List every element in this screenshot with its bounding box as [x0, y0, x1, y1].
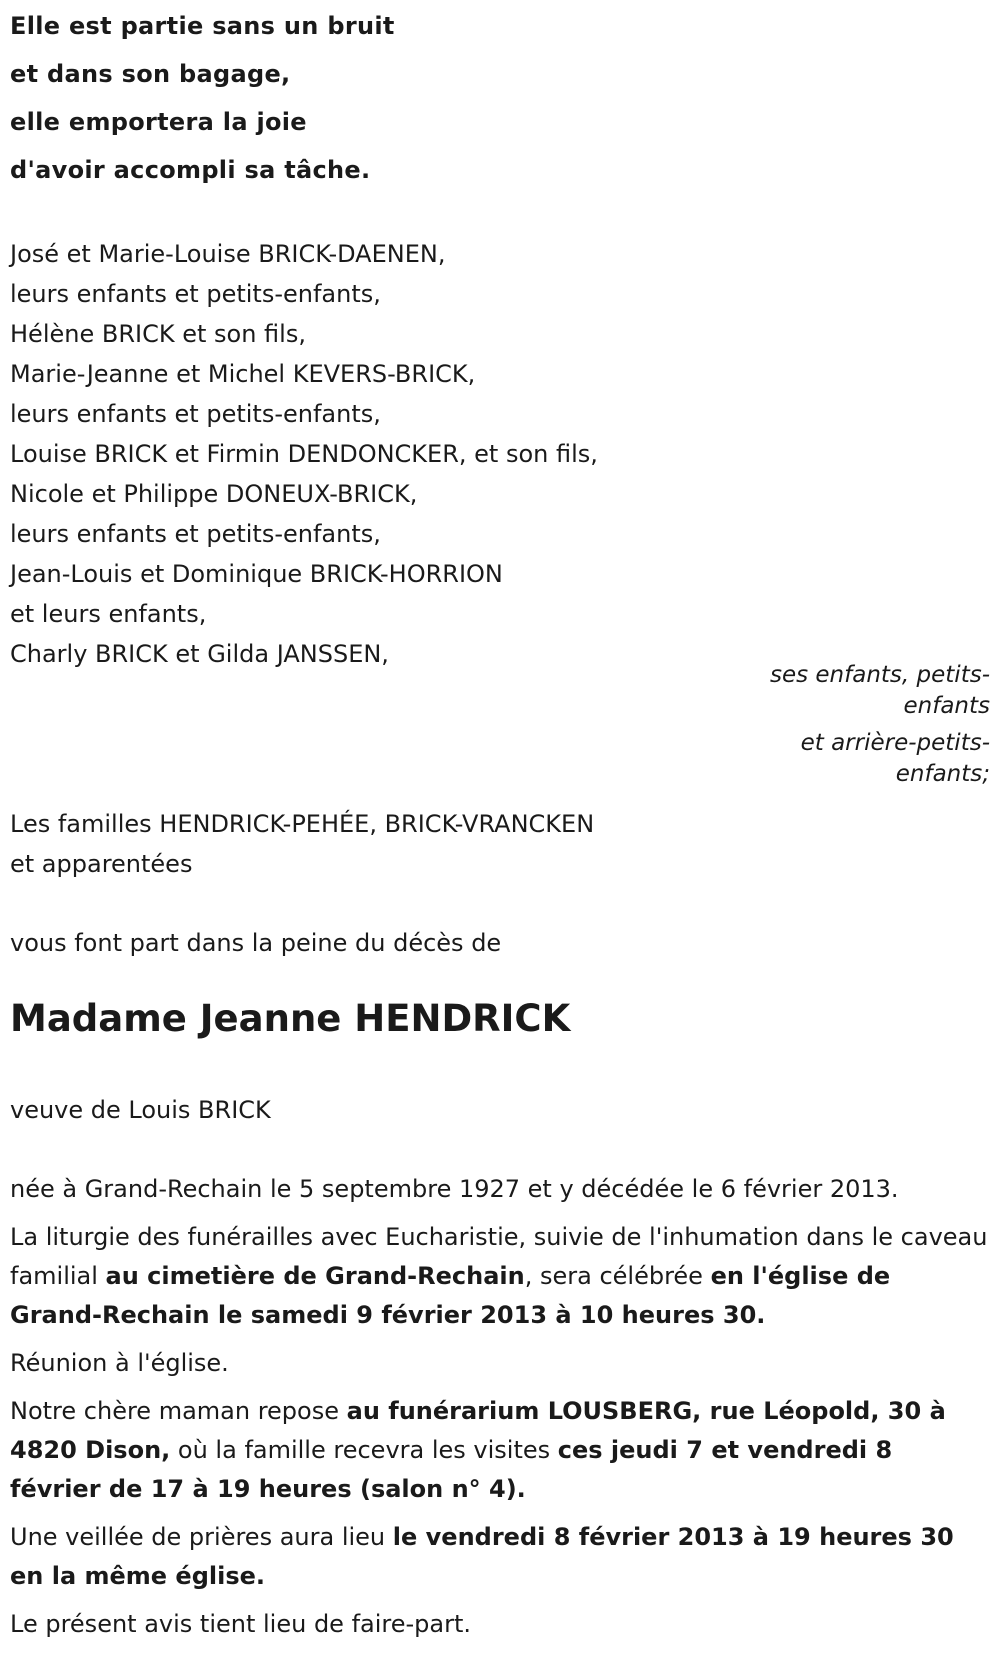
funeral-details: [10, 1170, 990, 1653]
family-line: Louise BRICK et Firmin DENDONCKER, et son fils,: [10, 440, 598, 468]
relation-line: ses enfants, petits-enfants: [769, 662, 990, 719]
visit-hours-text: ces jeudi 7 et vendredi 8 février de 17 à 19 heures (salon n° 4).: [10, 1436, 893, 1503]
widow-of: veuve de Louis BRICK: [10, 1096, 271, 1124]
funeral-home-text: au funérarium LOUSBERG, rue Léopold, 30 à 4820 Dison,: [10, 1397, 946, 1464]
vigil-date-text: le vendredi 8 février 2013 à 19 heures 30 en la même église.: [10, 1523, 954, 1590]
liturgy-text: , sera célébrée: [524, 1262, 711, 1290]
family-line: et leurs enfants,: [10, 600, 207, 628]
deceased-name: Madame Jeanne HENDRICK: [10, 997, 571, 1040]
epigraph-line: Elle est partie sans un bruit: [10, 12, 395, 40]
relation-line: et arrière-petits-enfants;: [800, 730, 990, 787]
repose-paragraph: [10, 1392, 990, 1509]
family-line: Jean-Louis et Dominique BRICK-HORRION: [10, 560, 503, 588]
epigraph: [10, 2, 395, 194]
epigraph-line: et dans son bagage,: [10, 60, 291, 88]
epigraph-line: elle emportera la joie: [10, 108, 307, 136]
repose-text: Notre chère maman repose: [10, 1397, 347, 1425]
family-line: Hélène BRICK et son fils,: [10, 320, 306, 348]
repose-text: où la famille recevra les visites: [170, 1436, 558, 1464]
liturgy-paragraph: [10, 1218, 990, 1335]
meeting-line: Réunion à l'église.: [10, 1349, 229, 1377]
birth-death-line: née à Grand-Rechain le 5 septembre 1927 et y décédée le 6 février 2013.: [10, 1175, 899, 1203]
liturgy-text: La liturgie des funérailles avec Eucharistie, suivie de l'inhumation dans le caveau familial: [10, 1223, 988, 1290]
family-line: Nicole et Philippe DONEUX-BRICK,: [10, 480, 418, 508]
cemetery-text: au cimetière de Grand-Rechain: [105, 1262, 525, 1290]
vigil-paragraph: [10, 1518, 990, 1596]
family-list: [10, 234, 598, 674]
notice-line: Le présent avis tient lieu de faire-part.: [10, 1610, 472, 1638]
family-line: leurs enfants et petits-enfants,: [10, 280, 381, 308]
epigraph-line: d'avoir accompli sa tâche.: [10, 156, 371, 184]
family-line: Charly BRICK et Gilda JANSSEN,: [10, 640, 389, 668]
church-date-text: en l'église de Grand-Rechain le samedi 9 février 2013 à 10 heures 30.: [10, 1262, 891, 1329]
announcement-text: vous font part dans la peine du décès de: [10, 929, 502, 957]
other-families-line: et apparentées: [10, 850, 193, 878]
vigil-text: Une veillée de prières aura lieu: [10, 1523, 393, 1551]
other-families-line: Les familles HENDRICK-PEHÉE, BRICK-VRANCKEN: [10, 810, 595, 838]
family-line: leurs enfants et petits-enfants,: [10, 520, 381, 548]
family-line: José et Marie-Louise BRICK-DAENEN,: [10, 240, 446, 268]
family-line: Marie-Jeanne et Michel KEVERS-BRICK,: [10, 360, 476, 388]
family-line: leurs enfants et petits-enfants,: [10, 400, 381, 428]
other-families: [10, 804, 594, 884]
relation-note: [740, 660, 990, 790]
